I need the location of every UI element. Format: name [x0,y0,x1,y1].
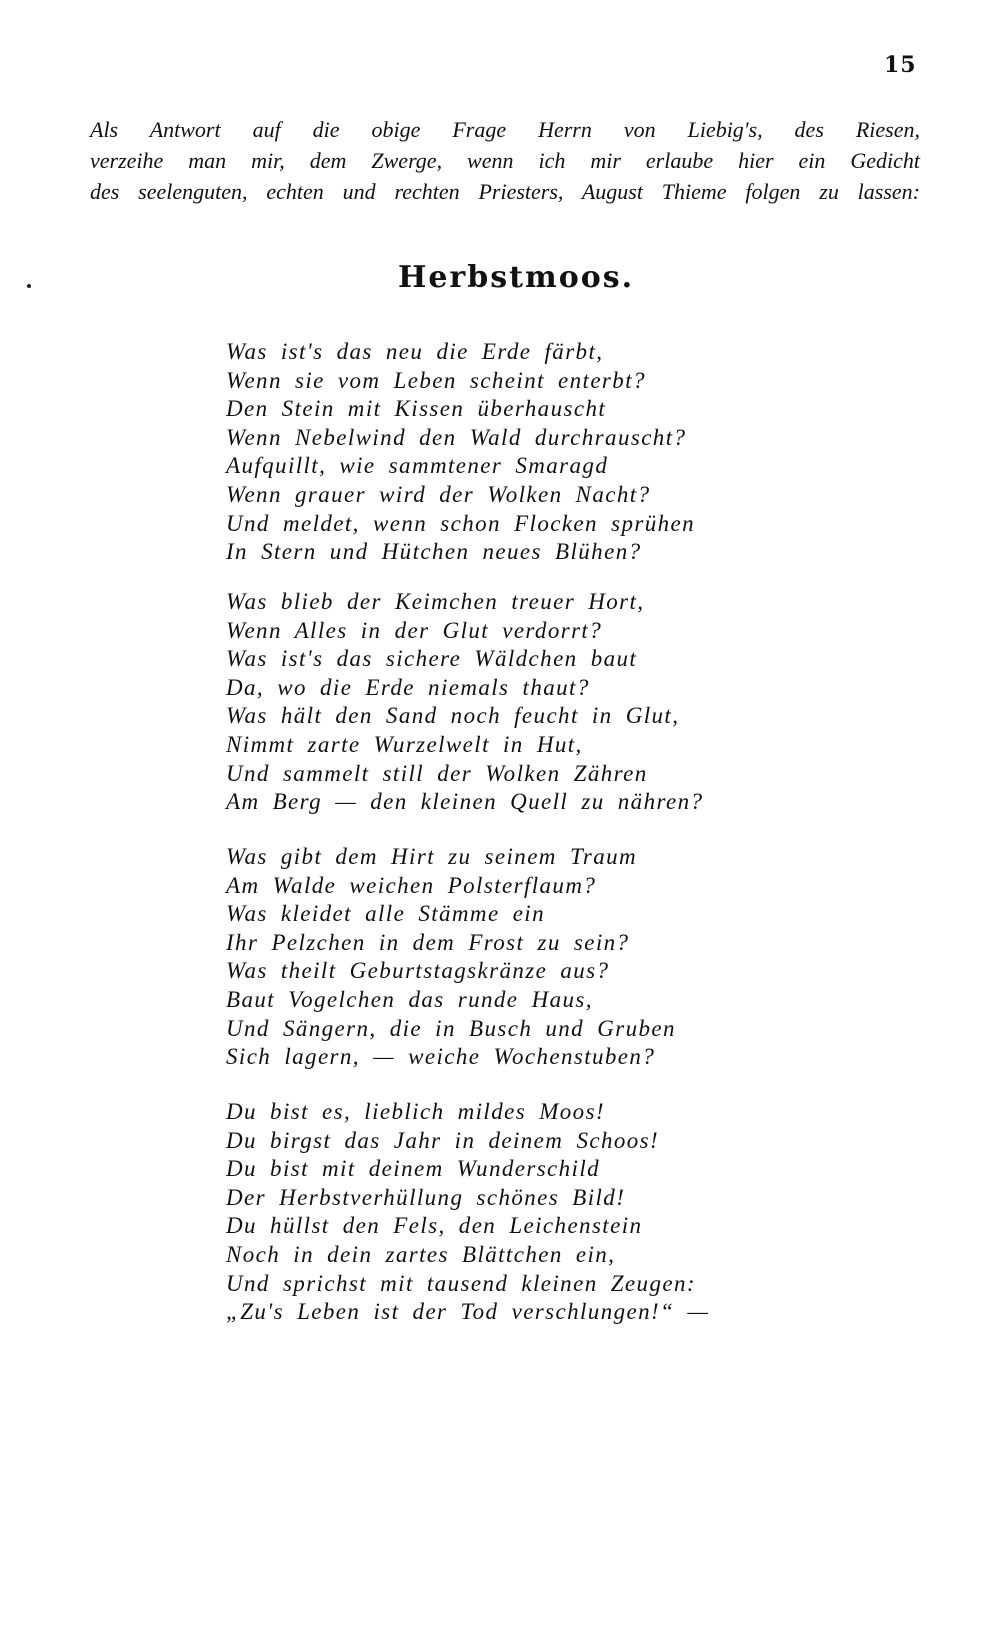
verse-line: Sich lagern, — weiche Wochenstuben? [226,1044,656,1070]
intro-line: Als Antwort auf die obige Frage Herrn von Liebig's, des Riesen, [90,117,920,142]
verse-line: Aufquillt, wie sammtener Smaragd [226,453,609,479]
verse-line: Ihr Pelzchen in dem Frost zu sein? [226,929,630,955]
verse-line: Was theilt Geburtstagskränze aus? [226,958,610,984]
intro-line: des seelenguten, echten und rechten Priesters, August Thieme folgen zu lassen: [90,179,920,204]
verse-line: Was ist's das sichere Wäldchen baut [226,646,638,672]
stanza-3 [226,843,676,1072]
verse-line: Was ist's das neu die Erde färbt, [226,339,604,364]
verse-line: Am Walde weichen Polsterflaum? [226,872,597,898]
verse-line: Da, wo die Erde niemals thaut? [226,674,590,700]
verse-line: Den Stein mit Kissen überhauscht [226,396,607,422]
verse-line: Und meldet, wenn schon Flocken sprühen [226,510,696,536]
verse-line: Noch in dein zartes Blättchen ein, [226,1241,616,1267]
print-speck [27,284,31,288]
verse-line: Was blieb der Keimchen treuer Hort, [226,589,645,614]
verse-line: Der Herbstverhüllung schönes Bild! [226,1184,626,1210]
verse-line: „Zu's Leben ist der Tod verschlungen!“ — [226,1299,710,1325]
intro-paragraph [90,114,920,207]
verse-line: Und Sängern, die in Busch und Gruben [226,1015,676,1041]
verse-line: Wenn grauer wird der Wolken Nacht? [226,481,651,507]
verse-line: Wenn Nebelwind den Wald durchrauscht? [226,424,687,450]
verse-line: Du birgst das Jahr in deinem Schoos! [226,1127,660,1153]
verse-line: Und sprichst mit tausend kleinen Zeugen: [226,1270,696,1296]
verse-line: Du bist mit deinem Wunderschild [226,1156,601,1182]
verse-line: Was kleidet alle Stämme ein [226,901,546,927]
verse-line: Und sammelt still der Wolken Zähren [226,760,648,786]
verse-line: In Stern und Hütchen neues Blühen? [226,539,642,565]
verse-line: Wenn Alles in der Glut verdorrt? [226,617,603,643]
page-number: 15 [884,52,917,78]
stanza-1 [226,338,695,567]
verse-line: Nimmt zarte Wurzelwelt in Hut, [226,731,583,757]
poem-title: Herbstmoos. [398,260,635,295]
stanza-4 [226,1098,709,1327]
verse-line: Am Berg — den kleinen Quell zu nähren? [226,789,704,815]
stanza-2 [226,588,703,817]
verse-line: Baut Vogelchen das runde Haus, [226,986,593,1012]
verse-line: Du bist es, lieblich mildes Moos! [226,1099,605,1124]
verse-line: Du hüllst den Fels, den Leichenstein [226,1213,643,1239]
verse-line: Was hält den Sand noch feucht in Glut, [226,703,680,729]
intro-line: verzeihe man mir, dem Zwerge, wenn ich mir erlaube hier ein Gedicht [90,148,920,173]
verse-line: Wenn sie vom Leben scheint enterbt? [226,367,646,393]
verse-line: Was gibt dem Hirt zu seinem Traum [226,844,638,869]
